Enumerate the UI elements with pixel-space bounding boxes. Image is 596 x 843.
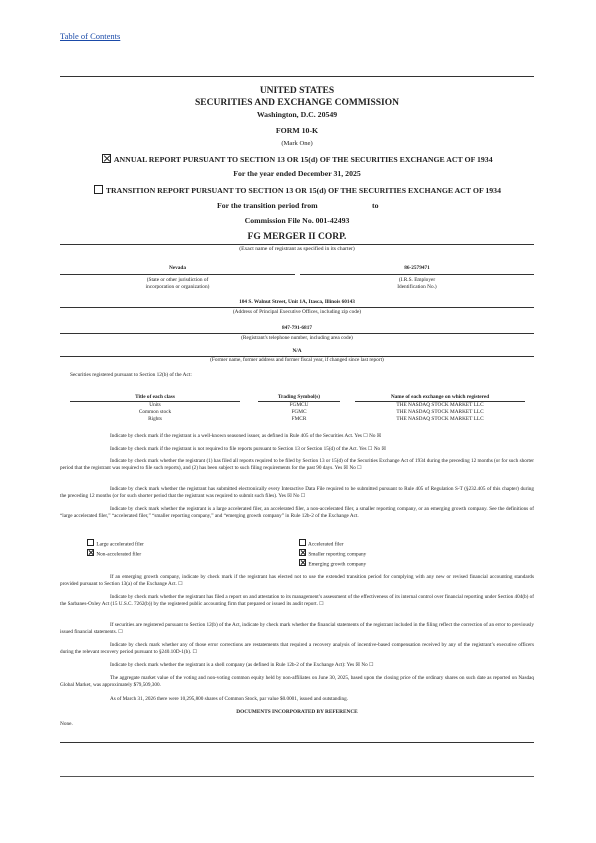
- table-row-stock-symbol: FGMC: [291, 409, 307, 415]
- aggregate-market-value: The aggregate market value of the voting and non-voting common equity held by non-affiliates on June 30, 2025, based upon the closing price of the ordinary shares on such date as reported on Nasdaq Global Market, was approximately $79,509,300.: [60, 675, 534, 688]
- registrant-name: FG MERGER II CORP.: [247, 232, 347, 242]
- table-row-stock-exchange: THE NASDAQ STOCK MARKET LLC: [396, 409, 484, 415]
- documents-incorporated-heading: DOCUMENTS INCORPORATED BY REFERENCE: [236, 709, 358, 715]
- top-divider: [60, 76, 534, 77]
- commission-file: Commission File No. 001-42493: [244, 216, 350, 225]
- former-value: N/A: [292, 348, 302, 354]
- wksi-question: Indicate by check mark if the registrant is a well-known seasoned issuer, as defined in Rule 405 of the Securities Act. Yes ☐ No ☒: [110, 433, 382, 439]
- form-type: FORM 10-K: [275, 126, 319, 135]
- restatement-recovery: Indicate by check mark whether any of those error corrections are restatements that required a recovery analysis of incentive-based compensation received by any of the registrant’s executive officers during the relevant recovery period pursuant to §240.10D-1(b). ☐: [60, 642, 534, 655]
- interactive-data-question: Indicate by check mark whether the registrant has submitted electronically every Interactive Data File required to be submitted pursuant to Rule 405 of Regulation S-T (§232.405 of this chapter) during the preceding 12 months (or for such shorter period that the registrant was required to submit such files). Yes ☒ No ☐: [60, 486, 534, 499]
- filer-type-question: Indicate by check mark whether the registrant is a large accelerated filer, an accelerated filer, a non-accelerated filer, a smaller reporting company, or an emerging growth company. See the definitions of “large accelerated filer,” “accelerated filer,” “smaller reporting company,” and “emerging growth company” in Rule 12b-2 of the Exchange Act.: [60, 506, 534, 519]
- table-of-contents-link[interactable]: Table of Contents: [60, 31, 121, 41]
- documents-incorporated-value: None.: [60, 721, 73, 727]
- transition-period-election: If an emerging growth company, indicate by check mark if the registrant has elected not to use the extended transition period for complying with any new or revised financial accounting standards provided pursuant to Section 13(a) of the Exchange Act. ☐: [60, 574, 534, 587]
- bottom-divider: [60, 742, 534, 743]
- ein-caption: (I.R.S. Employer Identification No.): [397, 277, 437, 290]
- phone-value: 847-791-6817: [281, 325, 312, 331]
- accelerated-filer-option[interactable]: Accelerated filer: [298, 539, 343, 548]
- table-row-rights-symbol: FMCR: [291, 416, 307, 422]
- annual-report-line: ANNUAL REPORT PURSUANT TO SECTION 13 OR 15(d) OF THE SECURITIES EXCHANGE ACT OF 1934: [60, 154, 534, 164]
- footer-divider: [60, 776, 534, 777]
- header-line2: SECURITIES AND EXCHANGE COMMISSION: [194, 98, 400, 108]
- fiscal-year: For the year ended December 31, 2025: [233, 169, 361, 178]
- phone-caption: (Registrant's telephone number, including area code): [241, 335, 353, 341]
- registrant-name-caption: (Exact name of registrant as specified in its charter): [239, 246, 355, 252]
- header-line3: Washington, D.C. 20549: [256, 110, 338, 119]
- address-caption: (Address of Principal Executive Offices, including zip code): [232, 309, 362, 315]
- mark-one: (Mark One): [281, 140, 313, 147]
- section-12b-label: Securities registered pursuant to Section 12(b) of the Act:: [70, 372, 192, 378]
- divider: [60, 244, 534, 245]
- icfr-attestation: Indicate by check mark whether the registrant has filed a report on and attestation to its management’s assessment of the effectiveness of its internal control over financial reporting under Section 404(b) of the Sarbanes-Oxley Act (15 U.S.C. 7262(b)) by the registered public accounting firm that prepared or issued its audit report. ☐: [60, 594, 534, 607]
- ein-value: 86-2579471: [404, 265, 430, 271]
- error-correction: If securities are registered pursuant to Section 12(b) of the Act, indicate by check mark whether the financial statements of the registrant included in the filing reflect the correction of an error to previously issued financial statements. ☐: [60, 622, 534, 635]
- not-required-question: Indicate by check mark if the registrant is not required to file reports pursuant to Section 13 or Section 15(d) of the Act. Yes ☐ No ☒: [110, 446, 387, 452]
- table-row-rights-title: Rights: [148, 416, 162, 422]
- table-row-units-symbol: FGMCU: [289, 402, 309, 408]
- col-header-exchange: Name of each exchange on which registered: [390, 394, 490, 400]
- table-row-rights-exchange: THE NASDAQ STOCK MARKET LLC: [396, 416, 484, 422]
- transition-period-to: to: [372, 201, 379, 210]
- accelerated-filer-checkbox[interactable]: [299, 539, 306, 546]
- smaller-reporting-company-option[interactable]: Smaller reporting company: [298, 549, 366, 558]
- col-header-title: Title of each class: [135, 394, 175, 400]
- col-header-symbol: Trading Symbol(s): [277, 394, 321, 400]
- state-value: Nevada: [168, 265, 187, 271]
- smaller-reporting-company-checkbox[interactable]: [299, 549, 306, 556]
- divider: [60, 307, 534, 308]
- non-accelerated-filer-option[interactable]: Non-accelerated filer: [86, 549, 141, 558]
- transition-report-checkbox: [94, 185, 103, 194]
- shares-outstanding: As of March 31, 2026 there were 10,295,800 shares of Common Stock, par value $0.0001, issued and outstanding.: [110, 696, 349, 702]
- divider: [60, 274, 295, 275]
- large-accelerated-filer-checkbox[interactable]: [87, 539, 94, 546]
- large-accelerated-filer-option[interactable]: Large accelerated filer: [86, 539, 144, 548]
- divider: [300, 274, 534, 275]
- annual-report-checkbox: [102, 154, 111, 163]
- non-accelerated-filer-checkbox[interactable]: [87, 549, 94, 556]
- transition-report-line: TRANSITION REPORT PURSUANT TO SECTION 13 OR 15(d) OF THE SECURITIES EXCHANGE ACT OF 1934: [60, 185, 534, 195]
- former-caption: (Former name, former address and former fiscal year, if changed since last report): [210, 357, 384, 363]
- transition-period-from: For the transition period from: [217, 201, 318, 210]
- shell-company-question: Indicate by check mark whether the registrant is a shell company (as defined in Rule 12b-2 of the Exchange Act): Yes ☒ No ☐: [110, 662, 374, 668]
- emerging-growth-company-checkbox[interactable]: [299, 559, 306, 566]
- divider: [60, 333, 534, 334]
- state-caption: (State or other jurisdiction of incorporation or organization): [145, 277, 210, 290]
- table-row-stock-title: Common stock: [138, 409, 172, 415]
- address-value: 104 S. Walnut Street, Unit 1A, Itasca, Illinois 60143: [239, 299, 355, 305]
- emerging-growth-company-option[interactable]: Emerging growth company: [298, 559, 366, 568]
- table-row-units-exchange: THE NASDAQ STOCK MARKET LLC: [396, 402, 484, 408]
- table-row-units-title: Units: [149, 402, 161, 408]
- filed-reports-question: Indicate by check mark whether the registrant (1) has filed all reports required to be filed by Section 13 or 15(d) of the Securities Exchange Act of 1934 during the preceding 12 months (or for such shorter period that the registrant was required to file such reports), and (2) has been subject to such filing requirements for the past 90 days. Yes ☒ No ☐: [60, 458, 534, 471]
- header-line1: UNITED STATES: [259, 86, 335, 96]
